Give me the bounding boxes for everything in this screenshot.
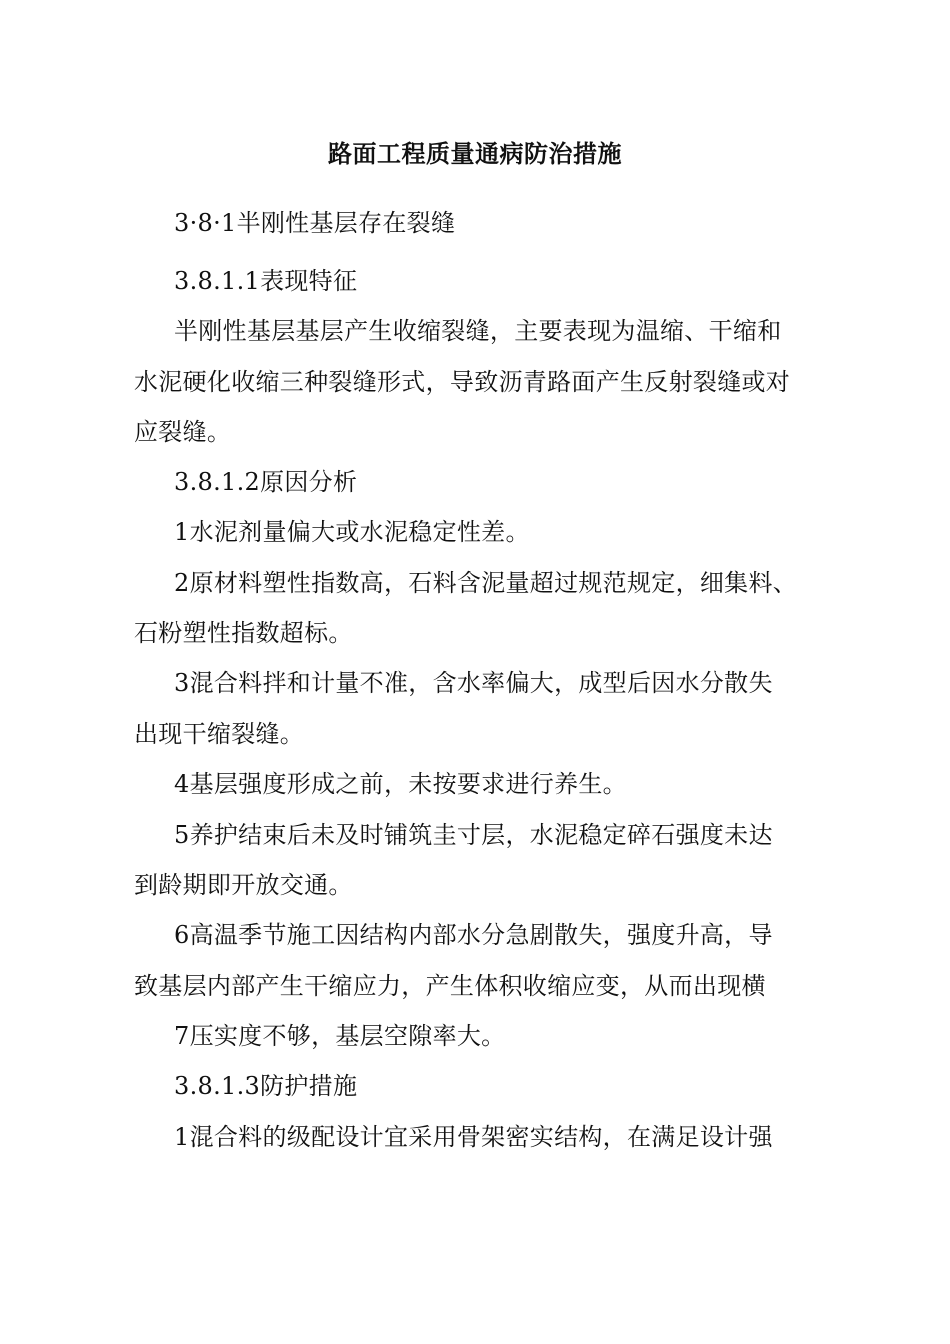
- list-item-continuation: 出现干缩裂缝。: [134, 720, 305, 748]
- list-item: 4基层强度形成之前，未按要求进行养生。: [174, 770, 627, 798]
- list-item: 1水泥剂量偏大或水泥稳定性差。: [174, 518, 530, 546]
- list-item-continuation: 石粉塑性指数超标。: [134, 619, 353, 647]
- list-item: 3混合料拌和计量不准，含水率偏大，成型后因水分散失: [174, 669, 773, 697]
- list-item: 5养护结束后未及时铺筑圭寸层，水泥稳定碎石强度未达: [174, 821, 773, 849]
- paragraph-line: 应裂缝。: [134, 418, 232, 446]
- list-item-continuation: 到龄期即开放交通。: [134, 871, 353, 899]
- subsection-heading-causes: 3.8.1.2原因分析: [174, 468, 358, 496]
- list-item-continuation: 致基层内部产生干缩应力，产生体积收缩应变，从而出现横: [134, 972, 766, 1000]
- list-item: 6高温季节施工因结构内部水分急剧散失，强度升高，导: [174, 921, 773, 949]
- subsection-heading-measures: 3.8.1.3防护措施: [174, 1072, 358, 1100]
- list-item: 1混合料的级配设计宜采用骨架密实结构，在满足设计强: [174, 1123, 773, 1151]
- subsection-heading-symptoms: 3.8.1.1表现特征: [174, 267, 358, 295]
- list-item: 2原材料塑性指数高，石料含泥量超过规范规定，细集料、: [174, 569, 798, 597]
- paragraph-line: 水泥硬化收缩三种裂缝形式，导致沥青路面产生反射裂缝或对: [134, 368, 791, 396]
- list-item: 7压实度不够，基层空隙率大。: [174, 1022, 506, 1050]
- document-title: 路面工程质量通病防治措施: [328, 139, 622, 168]
- paragraph-line: 半刚性基层基层产生收缩裂缝，主要表现为温缩、干缩和: [174, 317, 782, 345]
- section-heading-3-8-1: 3·8·1半刚性基层存在裂缝: [174, 209, 456, 237]
